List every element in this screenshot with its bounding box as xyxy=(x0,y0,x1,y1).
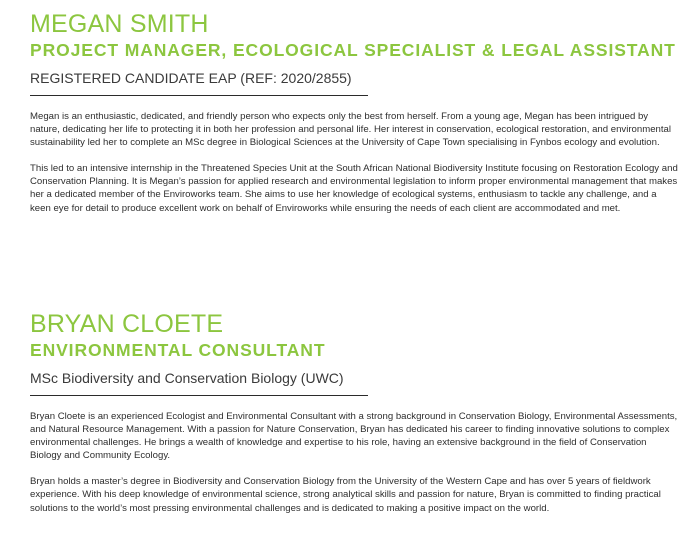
divider xyxy=(30,395,368,396)
profile-credential: MSc Biodiversity and Conservation Biology (UWC) xyxy=(30,370,344,386)
divider xyxy=(30,95,368,96)
bio-paragraph: Bryan Cloete is an experienced Ecologist and Environmental Consultant with a strong background in Conservation Biology, Environmental Assessments, and Natural Resource Management. With a passion for Nature Conservation, Bryan has dedicated his career to finding innovative solutions to complex environmental challenges. He brings a wealth of knowledge and expertise to his role, having an extensive background in the field of Conservation Biology and Community Ecology. xyxy=(30,411,678,462)
bio-paragraph: Megan is an enthusiastic, dedicated, and friendly person who expects only the best from herself. From a young age, Megan has been intrigued by nature, dedicating her life to protecting it in both her profession and personal life. Her interest in conservation, ecological restoration, and environmental sustainability led her to complete an MSc degree in Biological Sciences at the University of Cape Town specialising in Fynbos ecology and evolution. xyxy=(30,111,672,149)
profile-name: BRYAN CLOETE xyxy=(30,310,224,338)
profile-role: ENVIRONMENTAL CONSULTANT xyxy=(30,340,326,360)
profile-megan-smith xyxy=(30,10,680,215)
bio-paragraph: Bryan holds a master’s degree in Biodiversity and Conservation Biology from the University of the Western Cape and has over 5 years of fieldwork experience. With his deep knowledge of environmental science, strong analytical skills and passion for nature, Bryan is committed to finding practical solutions to the world’s most pressing environmental challenges and is dedicated to making a positive impact on the world. xyxy=(30,476,661,514)
profile-bryan-cloete xyxy=(30,310,680,515)
bio-paragraph: This led to an intensive internship in the Threatened Species Unit at the South African National Biodiversity Institute focusing on Restoration Ecology and Conservation Planning. It is Megan’s passion for applied research and environmental legislation to inform proper environmental management that makes her a dedicated member of the Enviroworks team. She aims to use her knowledge of ecological systems, enthusiasm to tackle any challenge, and a keen eye for detail to produce excellent work on behalf of Enviroworks while ensuring the needs of each client are accommodated and met. xyxy=(30,163,678,214)
profile-name: MEGAN SMITH xyxy=(30,10,209,38)
profile-role: PROJECT MANAGER, ECOLOGICAL SPECIALIST & LEGAL ASSISTANT xyxy=(30,40,676,60)
profile-credential: REGISTERED CANDIDATE EAP (REF: 2020/2855) xyxy=(30,70,352,86)
